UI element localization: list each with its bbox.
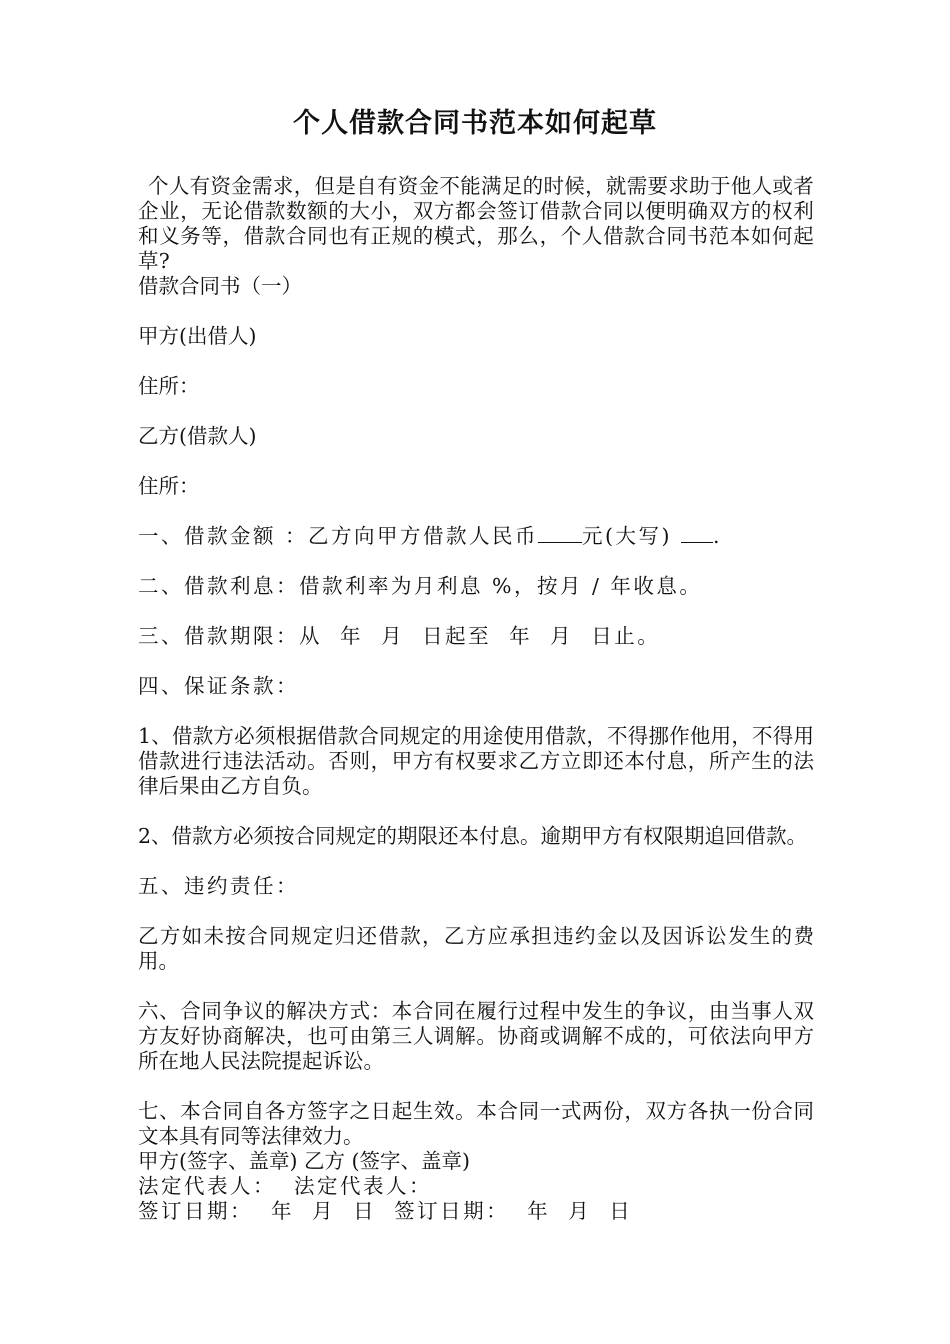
clause-breach-heading: 五、违约责任： xyxy=(138,874,299,898)
clause-loan-amount-mid: 元(大写) xyxy=(582,524,673,548)
date-line: 签订日期： 年 月 日 签订日期： 年 月 日 xyxy=(138,1199,633,1223)
clause-guarantee-heading: 四、保证条款： xyxy=(138,674,299,698)
representative-line: 法定代表人： 法定代表人： xyxy=(138,1174,433,1198)
clause-guarantee-item-2: 2、借款方必须按合同规定的期限还本付息。逾期甲方有权限期追回借款。 xyxy=(138,824,808,848)
amount-capital-blank xyxy=(681,524,713,543)
clause-effective: 七、本合同自各方签字之日起生效。本合同一式两份，双方各执一份合同文本具有同等法律效力。 xyxy=(138,1099,814,1148)
clause-dispute: 六、合同争议的解决方式：本合同在履行过程中发生的争议，由当事人双方友好协商解决，也可由第三人调解。协商或调解不成的，可依法向甲方所在地人民法院提起诉讼。 xyxy=(138,999,814,1073)
clause-loan-amount-end: . xyxy=(713,524,723,548)
clause-breach-text: 乙方如未按合同规定归还借款，乙方应承担违约金以及因诉讼发生的费用。 xyxy=(138,924,814,973)
party-b-label: 乙方(借款人) xyxy=(138,424,257,448)
clause-interest: 二、借款利息：借款利率为月利息 %，按月 / 年收息。 xyxy=(138,574,703,598)
document-body xyxy=(138,174,814,1224)
clause-loan-amount-prefix: 一、借款金额 ：乙方向甲方借款人民币 xyxy=(138,524,539,548)
clause-loan-amount xyxy=(138,524,814,549)
signature-line: 甲方(签字、盖章) 乙方 (签字、盖章) xyxy=(138,1149,471,1173)
clause-term: 三、借款期限：从 年 月 日起至 年 月 日止。 xyxy=(138,624,661,648)
party-b-address: 住所： xyxy=(138,474,200,498)
party-a-label: 甲方(出借人) xyxy=(138,324,257,348)
contract-heading: 借款合同书（一） xyxy=(138,274,302,298)
amount-blank xyxy=(538,524,582,543)
party-a-address: 住所： xyxy=(138,374,200,398)
intro-paragraph: 个人有资金需求，但是自有资金不能满足的时候，就需要求助于他人或者企业，无论借款数额的大小，双方都会签订借款合同以便明确双方的权利和义务等，借款合同也有正规的模式，那么，个人借款合同书范本如何起草? xyxy=(138,174,814,273)
clause-guarantee-item-1: 1、借款方必须根据借款合同规定的用途使用借款，不得挪作他用，不得用借款进行违法活动。否则，甲方有权要求乙方立即还本付息，所产生的法律后果由乙方自负。 xyxy=(138,724,814,798)
document-title: 个人借款合同书范本如何起草 xyxy=(293,108,657,139)
